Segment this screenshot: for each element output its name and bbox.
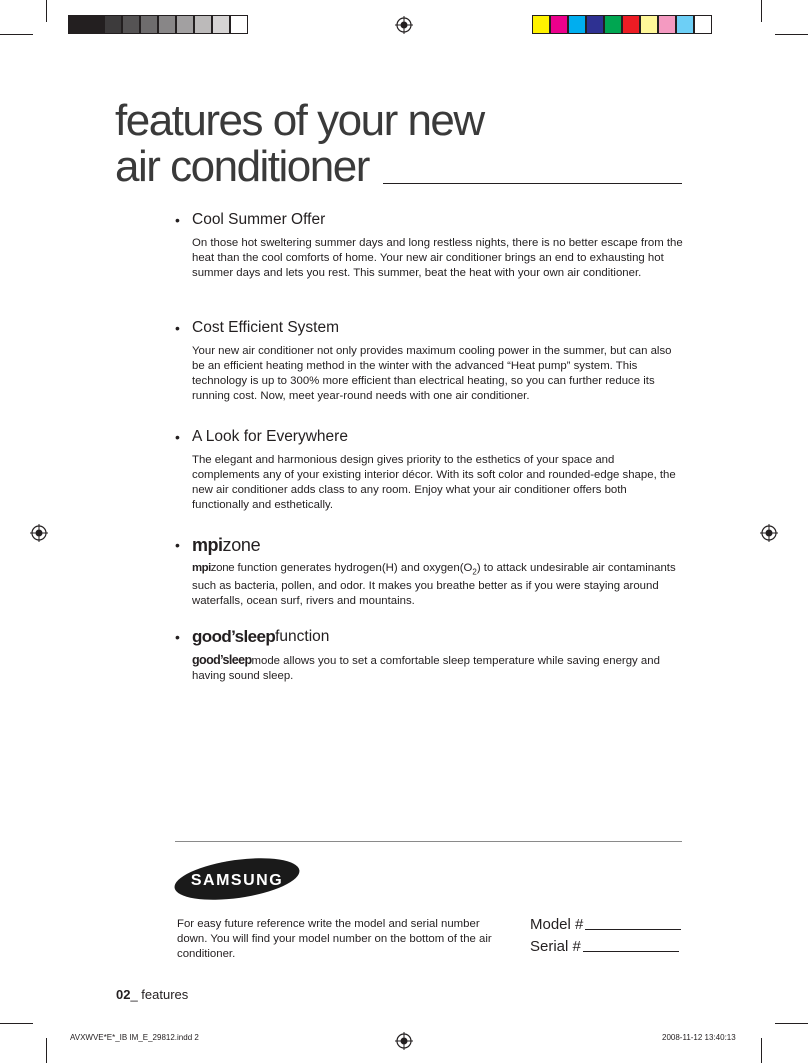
oxygen-subscript: 2 — [472, 567, 477, 577]
feature-heading-suffix: function — [275, 628, 330, 645]
feature-heading-text: Cool Summer Offer — [192, 211, 326, 228]
page-title-line1: features of your new — [115, 96, 484, 145]
feature-heading — [175, 627, 685, 647]
crop-mark — [0, 1023, 33, 1024]
color-swatch — [658, 15, 676, 34]
color-swatch — [104, 15, 122, 34]
feature-cool-summer-offer — [175, 210, 685, 281]
page-number — [116, 987, 188, 1002]
feature-look-for-everywhere — [175, 427, 685, 513]
zone-logo-text: zone — [222, 535, 261, 555]
mpi-logo-text: mpi — [192, 535, 223, 555]
color-swatch — [194, 15, 212, 34]
page-section-label: _ features — [130, 987, 189, 1002]
zone-logo-text: zone — [210, 562, 235, 574]
reference-note: For easy future reference write the model and serial number down. You will find your model number on the bottom of the air conditioner. — [177, 918, 492, 960]
color-swatch — [622, 15, 640, 34]
mpi-body-part2: ) to attack undesirable air contaminants such as bacteria, pollen, and odor. It makes you breathe better as if you were staying around waterfalls, ocean surf, rivers and mountains. — [192, 562, 676, 608]
color-swatch — [532, 15, 550, 34]
crop-mark — [0, 34, 33, 35]
serial-number-field[interactable] — [530, 938, 679, 955]
feature-body — [192, 561, 685, 609]
feature-heading — [175, 318, 685, 338]
bullet: • — [175, 629, 180, 645]
page-title-line2: air conditioner — [115, 142, 369, 191]
good-sleep-body-text: mode allows you to set a comfortable sleep temperature while saving energy and having sound sleep. — [192, 655, 660, 682]
color-swatch — [604, 15, 622, 34]
page-number-value: 02 — [116, 987, 131, 1002]
model-number-line — [585, 929, 681, 930]
feature-heading-text: A Look for Everywhere — [192, 428, 348, 445]
feature-body: The elegant and harmonious design gives priority to the esthetics of your space and complements any of your existing interior décor. With its soft color and rounded-edge shape, the new air conditioner adds class to any room. Enjoy what your air conditioner offers both functionally and esthetically. — [192, 454, 676, 511]
crop-mark — [775, 1023, 808, 1024]
feature-mpi-zone — [175, 535, 685, 609]
registration-mark-icon — [395, 1032, 413, 1050]
registration-mark-icon — [395, 16, 413, 34]
serial-number-line — [583, 951, 679, 952]
mpi-logo-text: mpi — [192, 562, 211, 574]
color-swatch — [176, 15, 194, 34]
page-title — [115, 98, 484, 190]
feature-body — [192, 653, 685, 684]
bullet: • — [175, 212, 180, 228]
title-divider — [383, 183, 682, 184]
bullet: • — [175, 537, 180, 553]
color-swatch — [140, 15, 158, 34]
color-swatch — [676, 15, 694, 34]
color-swatch — [86, 15, 104, 34]
footer-divider — [175, 841, 682, 842]
feature-body: On those hot sweltering summer days and long restless nights, there is no better escape from the heat than the cool comforts of home. Your new air conditioner brings an end to exhausting hot summer days and lets you rest. This summer, beat the heat with your own air conditioner. — [192, 237, 683, 279]
feature-cost-efficient-system — [175, 318, 685, 404]
color-swatch — [586, 15, 604, 34]
color-swatch — [68, 15, 86, 34]
feature-heading — [175, 535, 685, 555]
color-swatch — [158, 15, 176, 34]
feature-heading — [175, 210, 685, 230]
good-sleep-logo-text: good’sleep — [192, 653, 252, 667]
color-swatch — [212, 15, 230, 34]
bullet: • — [175, 429, 180, 445]
crop-mark — [46, 1038, 47, 1063]
color-swatch — [122, 15, 140, 34]
process-color-bar — [532, 15, 712, 34]
mpi-body-part1: function generates hydrogen(H) and oxygen(O — [234, 562, 473, 574]
model-number-field[interactable] — [530, 916, 681, 933]
feature-body: Your new air conditioner not only provides maximum cooling power in the summer, but can also be an efficient heating method in the winter with the advanced “Heat pump” system. This technology is up to 300% more efficient than electrical heating, so you can further reduce its running cost. Now, meet year-round needs with one air conditioner. — [192, 345, 672, 402]
file-slug: AVXWVE*E*_IB IM_E_29812.indd 2 — [70, 1033, 199, 1042]
timestamp-slug: 2008-11-12 13:40:13 — [662, 1033, 736, 1042]
color-swatch — [568, 15, 586, 34]
registration-mark-icon — [760, 524, 778, 542]
crop-mark — [761, 1038, 762, 1063]
serial-number-label: Serial # — [530, 938, 581, 955]
model-number-label: Model # — [530, 916, 584, 933]
feature-good-sleep — [175, 627, 685, 684]
bullet: • — [175, 320, 180, 336]
color-swatch — [640, 15, 658, 34]
crop-mark — [775, 34, 808, 35]
feature-heading-text: Cost Efficient System — [192, 319, 340, 336]
registration-mark-icon — [30, 524, 48, 542]
samsung-logo-text: SAMSUNG — [190, 872, 284, 889]
feature-heading — [175, 427, 685, 447]
crop-mark — [46, 0, 47, 22]
samsung-logo — [172, 855, 302, 903]
good-sleep-logo-text: good’sleep — [192, 627, 276, 646]
color-swatch — [230, 15, 248, 34]
color-swatch — [694, 15, 712, 34]
color-swatch — [550, 15, 568, 34]
grayscale-color-bar — [68, 15, 248, 34]
crop-mark — [761, 0, 762, 22]
